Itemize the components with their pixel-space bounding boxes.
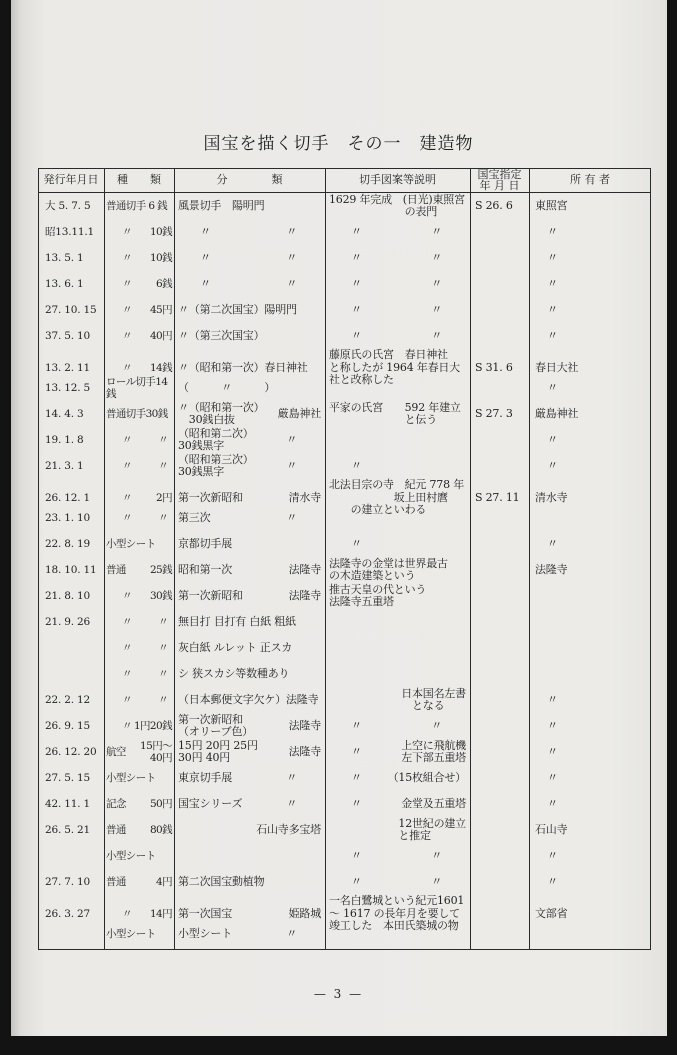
cell-text: 19. 1. 8 [45,433,84,446]
cell-text: 京都切手展 [178,536,232,550]
cell-text: 厳島神社 [535,406,579,420]
cell-text: （昭和第二次） 30銭黒字 [178,426,254,452]
cell-text: 法隆寺 [535,562,568,576]
ditto-mark: 〃 [431,276,442,290]
cell-text: 航空 [106,745,126,758]
cell-text: 27. 7. 10 [45,875,90,888]
ditto-mark: 〃 [351,536,362,550]
cell-text: 〃（昭和第一次） 30銭白抜 [178,400,265,426]
ditto-mark: 〃 [351,796,362,810]
ditto-mark: 〃 [122,459,132,472]
ditto-mark: 〃 [122,361,132,374]
cell-text: 清水寺 [535,490,568,504]
header-designation-date: 国宝指定 年 月 日 [477,167,522,192]
cell-text: S 26. 6 [475,198,513,212]
ditto-mark: 〃 [351,770,362,784]
ditto-mark: 〃 [158,615,168,628]
cell-text: （日本郵便文字欠ケ）法隆寺 [178,692,319,706]
ditto-mark: 〃 [547,250,558,264]
cell-text: 法隆寺の金堂は世界最古 の木造建築という [329,556,448,582]
ditto-mark: 〃 [158,459,168,472]
cell-text: 昭和第一次 [178,562,232,576]
header-category: 分 類 [216,173,283,187]
ditto-mark: 〃 [431,718,442,732]
cell-text: 第三次 [178,510,211,524]
ditto-mark: 〃 [158,641,168,654]
cell-text: 26. 12. 20 [45,745,97,758]
ditto-mark: 〃 [351,276,362,290]
cell-text: 1円20銭 [133,719,172,732]
ditto-mark: 〃 [158,667,168,680]
cell-text: 27. 5. 15 [45,771,90,784]
cell-text: 昭13.11.1 [45,225,94,238]
ditto-mark: 〃 [431,874,442,888]
cell-text: 〃（第三次国宝） [178,328,265,342]
ditto-mark: 〃 [547,432,558,446]
cell-text: 37. 5. 10 [45,329,90,342]
cell-text: 平家の氏宮 592 年建立 と伝う [329,400,461,426]
ditto-mark: 〃 [122,641,132,654]
ditto-mark: 〃 [122,719,132,732]
cell-text: 13. 6. 1 [45,277,84,290]
ditto-mark: 〃 [431,328,442,342]
ditto-mark: 〃 [351,224,362,238]
ditto-mark: 〃 [286,224,297,238]
cell-text: 18. 10. 11 [45,563,97,576]
cell-text: 普通切手 6 銭 [106,199,168,212]
cell-text: 14円 [149,907,172,920]
cell-text: 1629 年完成 (日光)東照宮 の表門 [329,192,465,218]
cell-text: 第一次新昭和 [178,588,243,602]
page-number: — 3 — [313,987,364,1001]
cell-text: 普通 [106,875,126,888]
cell-text: 推古天皇の代という 法隆寺五重塔 [329,582,427,608]
ditto-mark: 〃 [158,433,168,446]
ditto-mark: 〃 [351,744,362,758]
cell-text: 15円〜 40円 [140,739,172,764]
ditto-mark: 〃 [547,328,558,342]
cell-text: 藤原氏の氏宮 春日神社 と称したが 1964 年春日大 社と改称した [329,348,460,386]
ditto-mark: 〃 [122,251,132,264]
cell-text: 25銭 [149,563,172,576]
cell-text: 法隆寺 [288,562,321,576]
ditto-mark: 〃 [351,874,362,888]
cell-text: 小型シート [106,849,156,862]
cell-text: 清水寺 [288,490,321,504]
ditto-mark: 〃 [158,693,168,706]
cell-text: 50円 [149,797,172,810]
cell-text: 14. 4. 3 [45,407,84,420]
ditto-mark: 〃 [122,433,132,446]
cell-text: ロール切手14銭 [106,375,168,400]
ditto-mark: 〃 [286,276,297,290]
ditto-mark: 〃 [286,432,297,446]
cell-text: 40円 [149,329,172,342]
cell-text: 22. 8. 19 [45,537,90,550]
cell-text: 灰白紙 ルレット 正スカ [178,640,293,654]
ditto-mark: 〃 [122,693,132,706]
cell-text: 27. 10. 15 [45,303,97,316]
ditto-mark: 〃 [547,380,558,394]
ditto-mark: 〃 [158,511,168,524]
ditto-mark: 〃 [286,926,297,940]
cell-text: 小型シート [106,771,156,784]
header-owner: 所 有 者 [570,173,610,187]
ditto-mark: 〃 [547,536,558,550]
cell-text: 4円 [156,875,172,888]
ditto-mark: 〃 [286,250,297,264]
cell-text: 日本国名左書 となる [401,686,466,712]
cell-text: 第一次国宝 [178,906,232,920]
cell-text: 21. 3. 1 [45,459,84,472]
cell-text: 42. 11. 1 [45,797,90,810]
cell-text: 法隆寺 [288,588,321,602]
cell-text: 22. 2. 12 [45,693,90,706]
ditto-mark: 〃 [547,276,558,290]
cell-text: 12世紀の建立 と推定 [398,816,466,842]
cell-text: 普通切手30銭 [106,407,168,420]
cell-text: 第一次新昭和 （オリーブ色） [178,712,254,738]
ditto-mark: 〃 [122,907,132,920]
ditto-mark: 〃 [122,615,132,628]
ditto-mark: 〃 [351,718,362,732]
ditto-mark: 〃 [122,589,132,602]
cell-text: 第二次国宝動植物 [178,874,265,888]
table-border [38,168,651,950]
cell-text: 法隆寺 [288,744,321,758]
ditto-mark: 〃 [431,250,442,264]
cell-text: 10銭 [149,225,172,238]
cell-text: 上空に飛航機 左下部五重塔 [401,738,466,764]
ditto-mark: 〃 [547,224,558,238]
ditto-mark: 〃 [122,491,132,504]
cell-text: 東照宮 [535,198,568,212]
cell-text: 記念 [106,797,126,810]
cell-text: 13. 2. 11 [45,361,90,374]
ditto-mark: 〃 [122,329,132,342]
cell-text: S 27. 3 [475,406,513,420]
cell-text: シ 狭スカシ等数種あり [178,666,290,680]
cell-text: 石山寺 [535,822,568,836]
cell-text: 石山寺多宝塔 [256,822,321,836]
ditto-mark: 〃 [351,328,362,342]
ditto-mark: 〃 [547,744,558,758]
cell-text: 無目打 目打有 白紙 粗紙 [178,614,296,628]
cell-text: 80銭 [149,823,172,836]
cell-text: 第一次新昭和 [178,490,243,504]
cell-text: 北法目宗の寺 紀元 778 年 坂上田村麿 の建立といわる [329,478,464,516]
ditto-mark: 〃 [122,225,132,238]
ditto-mark: 〃 [431,848,442,862]
cell-text: 26. 3. 27 [45,907,90,920]
ditto-mark: 〃 [351,458,362,472]
ditto-mark: 〃 [286,510,297,524]
cell-text: 13. 12. 5 [45,381,90,394]
ditto-mark: 〃 [122,303,132,316]
ditto-mark: 〃 [286,770,297,784]
cell-text: （ 〃 ） [178,380,276,394]
ditto-mark: 〃 [351,848,362,862]
stamp-table [38,168,651,950]
ditto-mark: 〃 [122,667,132,680]
cell-text: 姫路城 [288,906,321,920]
cell-text: 普通 [106,563,126,576]
cell-text: S 27. 11 [475,490,520,504]
ditto-mark: 〃 [286,796,297,810]
ditto-mark: 〃 [286,458,297,472]
cell-text: 2円 [156,491,172,504]
header-issue-date: 発行年月日 [43,173,99,187]
cell-text: 厳島神社 [277,406,321,420]
ditto-mark: 〃 [351,302,362,316]
header-design-description: 切手図案等説明 [359,173,436,187]
page-title: 国宝を描く切手 その一 建造物 [203,134,474,154]
ditto-mark: 〃 [547,458,558,472]
ditto-mark: 〃 [200,224,211,238]
cell-text: 文部省 [535,906,568,920]
cell-text: 風景切手 陽明門 [178,198,265,212]
cell-text: 6銭 [156,277,172,290]
cell-text: 30銭 [149,589,172,602]
cell-text: 法隆寺 [288,718,321,732]
cell-text: 10銭 [149,251,172,264]
cell-text: 東京切手展 [178,770,232,784]
cell-text: 13. 5. 1 [45,251,84,264]
cell-text: 普通 [106,823,126,836]
ditto-mark: 〃 [547,848,558,862]
ditto-mark: 〃 [547,796,558,810]
cell-text: 21. 8. 10 [45,589,90,602]
header-type: 種 類 [117,173,161,187]
cell-text: S 31. 6 [475,360,513,374]
cell-text: 45円 [149,303,172,316]
cell-text: 14銭 [149,361,172,374]
cell-text: 26. 9. 15 [45,719,90,732]
ditto-mark: 〃 [431,224,442,238]
cell-text: （15枚組合せ） [387,770,466,784]
cell-text: 〃（昭和第一次）春日神社 [178,360,308,374]
cell-text: 小型シート [106,537,156,550]
cell-text: （昭和第三次） 30銭黒字 [178,452,254,478]
cell-text: 春日大社 [535,360,579,374]
ditto-mark: 〃 [547,770,558,784]
ditto-mark: 〃 [200,250,211,264]
cell-text: 一名白鷺城という紀元1601 〜 1617 の長年月を要して 竣工した 本田氏築城の物 [329,894,465,932]
cell-text: 26. 12. 1 [45,491,90,504]
cell-text: 金堂及五重塔 [401,796,466,810]
cell-text: 15円 20円 25円 30円 40円 [178,738,258,764]
ditto-mark: 〃 [547,718,558,732]
ditto-mark: 〃 [122,511,132,524]
cell-text: 国宝シリーズ [178,796,243,810]
cell-text: 23. 1. 10 [45,511,90,524]
cell-text: 大 5. 7. 5 [45,199,91,212]
cell-text: 小型シート [106,927,156,940]
ditto-mark: 〃 [431,302,442,316]
ditto-mark: 〃 [122,277,132,290]
ditto-mark: 〃 [200,276,211,290]
ditto-mark: 〃 [547,692,558,706]
cell-text: 小型シート [178,926,232,940]
ditto-mark: 〃 [547,874,558,888]
ditto-mark: 〃 [351,250,362,264]
ditto-mark: 〃 [547,302,558,316]
cell-text: 26. 5. 21 [45,823,90,836]
cell-text: 21. 9. 26 [45,615,90,628]
cell-text: 〃（第二次国宝）陽明門 [178,302,297,316]
